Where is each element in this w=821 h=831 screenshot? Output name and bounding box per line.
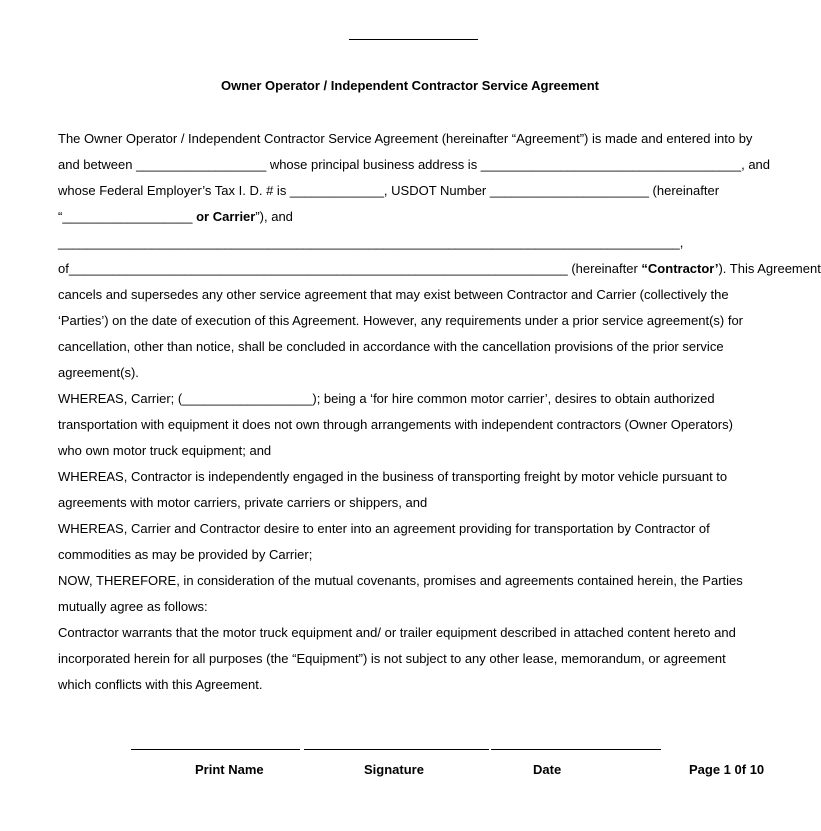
body-line (58, 209, 293, 225)
body-line: cancels and supersedes any other service agreement that may exist between Contractor and Carrier (collectively the (58, 287, 729, 302)
body-line: WHEREAS, Carrier and Contractor desire to enter into an agreement providing for transportation by Contractor of (58, 521, 710, 536)
signature-label: Signature (364, 762, 424, 777)
body-line: and between __________________ whose principal business address is ____________________________________, and (58, 157, 771, 172)
body-line: cancellation, other than notice, shall be concluded in accordance with the cancellation provisions of the prior service (58, 339, 724, 354)
carrier-term: or Carrier (196, 209, 256, 224)
body-text: ). This Agreement (718, 261, 821, 276)
body-line: transportation with equipment it does not own through arrangements with independent contractors (Owner Operators) (58, 417, 733, 432)
signature-line (304, 749, 489, 750)
body-line: which conflicts with this Agreement. (58, 677, 263, 692)
body-line: commodities as may be provided by Carrier; (58, 547, 313, 562)
body-line: agreements with motor carriers, private carriers or shippers, and (58, 495, 428, 510)
contractor-term: “Contractor’ (641, 261, 719, 276)
print-name-label: Print Name (195, 762, 264, 777)
page-number: Page 1 0f 10 (689, 762, 765, 777)
body-line: who own motor truck equipment; and (58, 443, 272, 458)
body-text: of_____________________________________________________________________ (hereinafter (58, 261, 642, 276)
body-line: The Owner Operator / Independent Contractor Service Agreement (hereinafter “Agreement”) is made and entered into by (58, 131, 753, 146)
body-line: incorporated herein for all purposes (the “Equipment”) is not subject to any other lease, memorandum, or agreement (58, 651, 726, 666)
body-line: Contractor warrants that the motor truck equipment and/ or trailer equipment described in attached content hereto and (58, 625, 736, 640)
body-line: whose Federal Employer’s Tax I. D. # is _____________, USDOT Number ______________________ (hereinafter (58, 183, 720, 198)
date-signature-line (491, 749, 661, 750)
body-text: ”), and (255, 209, 293, 224)
body-line: ‘Parties’) on the date of execution of this Agreement. However, any requirements under a prior service agreement(s) for (58, 313, 744, 328)
body-line: NOW, THEREFORE, in consideration of the mutual covenants, promises and agreements contained herein, the Parties (58, 573, 743, 588)
body-line: agreement(s). (58, 365, 139, 380)
body-line: ______________________________________________________________________________________, (58, 235, 684, 250)
body-line: WHEREAS, Carrier; (__________________); being a ‘for hire common motor carrier’, desires to obtain authorized (58, 391, 715, 406)
top-blank-line (349, 39, 478, 40)
body-line: mutually agree as follows: (58, 599, 208, 614)
body-text: “__________________ (58, 209, 197, 224)
print-name-signature-line (131, 749, 300, 750)
document-title: Owner Operator / Independent Contractor Service Agreement (220, 78, 600, 93)
date-label: Date (533, 762, 562, 777)
body-line: WHEREAS, Contractor is independently engaged in the business of transporting freight by motor vehicle pursuant to (58, 469, 728, 484)
body-line (58, 261, 821, 277)
